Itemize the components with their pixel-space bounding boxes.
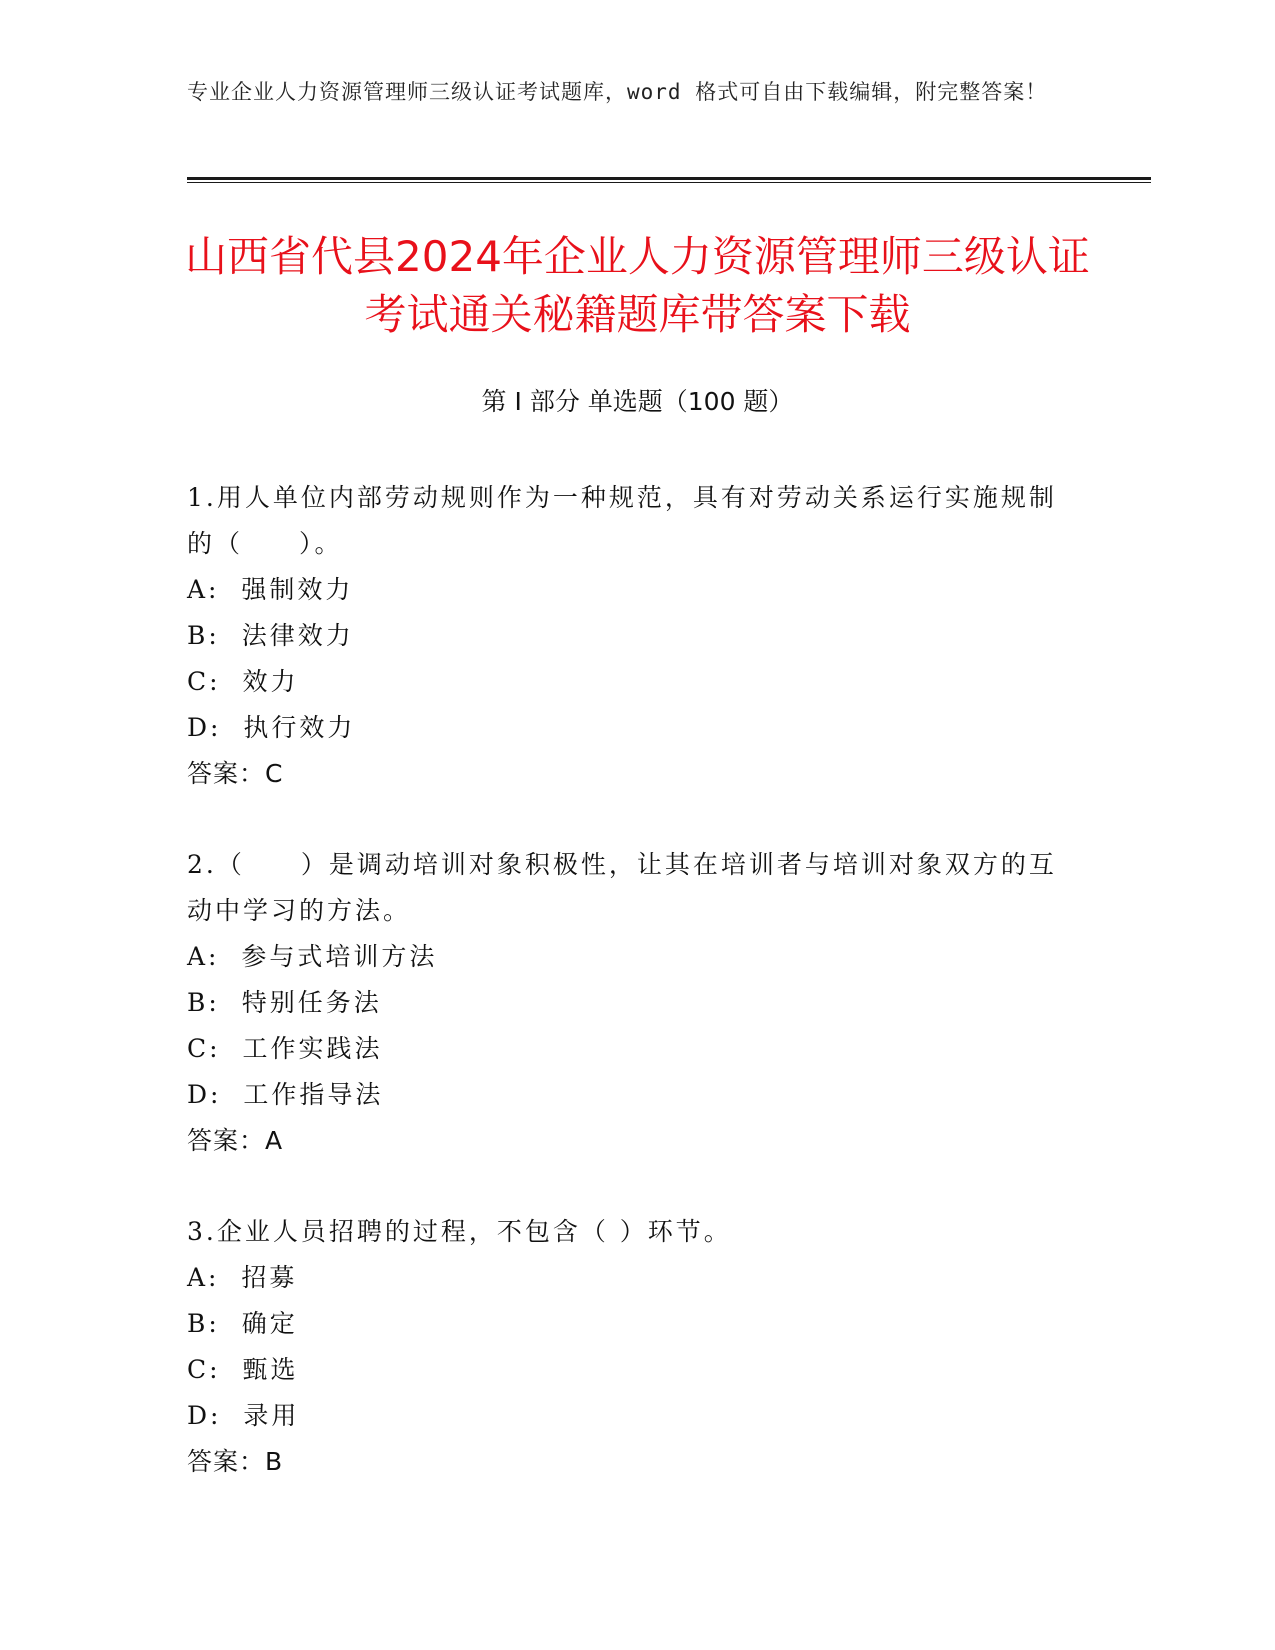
option-d: D: 执行效力 xyxy=(187,713,356,742)
answer: 答案：A xyxy=(187,1126,284,1155)
question-stem: 1.用人单位内部劳动规则作为一种规范，具有对劳动关系运行实施规制的（ ）。 xyxy=(187,483,1057,558)
question-3 xyxy=(187,1209,1067,1485)
option-b: B: 法律效力 xyxy=(187,621,354,650)
header-rule-thin xyxy=(187,182,1151,183)
question-list xyxy=(187,475,1067,1530)
header-rule-thick xyxy=(187,177,1151,180)
option-c: C: 甄选 xyxy=(187,1355,299,1384)
option-d: D: 录用 xyxy=(187,1401,300,1430)
option-b: B: 确定 xyxy=(187,1309,298,1338)
answer: 答案：B xyxy=(187,1447,284,1476)
header-note: 专业企业人力资源管理师三级认证考试题库，word 格式可自由下载编辑，附完整答案！ xyxy=(187,80,1048,104)
question-stem: 2.（ ）是调动培训对象积极性，让其在培训者与培训对象双方的互动中学习的方法。 xyxy=(187,850,1057,925)
option-a: A: 参与式培训方法 xyxy=(187,942,438,971)
option-d: D: 工作指导法 xyxy=(187,1080,384,1109)
option-c: C: 工作实践法 xyxy=(187,1034,383,1063)
option-c: C: 效力 xyxy=(187,667,299,696)
option-a: A: 强制效力 xyxy=(187,575,354,604)
answer: 答案：C xyxy=(187,759,284,788)
question-1 xyxy=(187,475,1067,797)
document-title: 山西省代县2024年企业人力资源管理师三级认证考试通关秘籍题库带答案下载 xyxy=(185,232,1090,339)
section-heading: 第 I 部分 单选题（100 题） xyxy=(481,387,794,416)
option-a: A: 招募 xyxy=(187,1263,298,1292)
question-2 xyxy=(187,842,1067,1164)
option-b: B: 特别任务法 xyxy=(187,988,382,1017)
question-stem: 3.企业人员招聘的过程，不包含（ ）环节。 xyxy=(187,1217,732,1246)
